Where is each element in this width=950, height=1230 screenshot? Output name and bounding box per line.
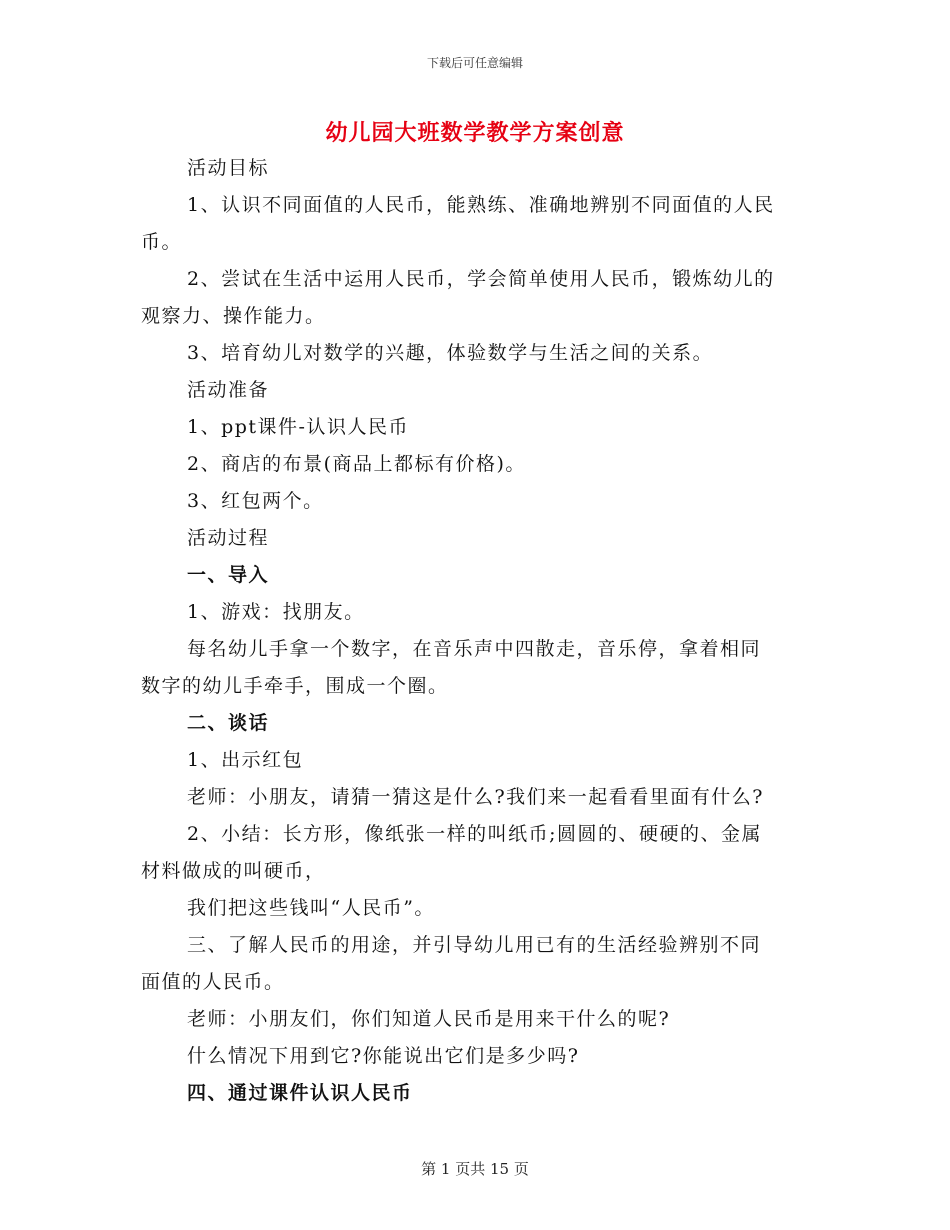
paragraph-line: 3、培育幼儿对数学的兴趣，体验数学与生活之间的关系。: [187, 342, 714, 364]
paragraph-line: 数字的幼儿手牵手，围成一个圈。: [141, 675, 449, 697]
paragraph-line: 老师：小朋友，请猜一猜这是什么?我们来一起看看里面有什么?: [187, 786, 764, 808]
paragraph-line: 三、了解人民币的用途，并引导幼儿用已有的生活经验辨别不同: [187, 934, 762, 956]
paragraph-line: 材料做成的叫硬币，: [141, 860, 326, 882]
header-note: 下载后可任意编辑: [426, 56, 523, 70]
paragraph-line: 活动准备: [187, 379, 270, 401]
paragraph-line: 2、小结：长方形，像纸张一样的叫纸币;圆圆的、硬硬的、金属: [187, 823, 762, 845]
paragraph-line: 1、出示红包: [187, 749, 304, 771]
paragraph-line: 我们把这些钱叫“人民币”。: [187, 897, 435, 919]
paragraph-line: 2、商店的布景(商品上都标有价格)。: [187, 453, 526, 475]
page-footer: 第 1 页共 15 页: [421, 1160, 529, 1178]
section-heading: 四、通过课件认识人民币: [187, 1082, 413, 1104]
paragraph-line: 什么情况下用到它?你能说出它们是多少吗?: [187, 1045, 580, 1067]
paragraph-line: 活动目标: [187, 157, 270, 179]
paragraph-line: 1、认识不同面值的人民币，能熟练、准确地辨别不同面值的人民: [187, 194, 775, 216]
section-heading: 一、导入: [187, 564, 270, 586]
paragraph-line: 面值的人民币。: [141, 971, 285, 993]
paragraph-line: 1、游戏：找朋友。: [187, 601, 365, 623]
paragraph-line: 币。: [141, 231, 183, 253]
paragraph-line: 1、ppt课件-认识人民币: [187, 416, 409, 438]
document-title: 幼儿园大班数学教学方案创意: [325, 121, 625, 146]
paragraph-line: 3、红包两个。: [187, 490, 324, 512]
paragraph-line: 每名幼儿手拿一个数字，在音乐声中四散走，音乐停，拿着相同: [187, 638, 762, 660]
paragraph-line: 2、尝试在生活中运用人民币，学会简单使用人民币，锻炼幼儿的: [187, 268, 775, 290]
paragraph-line: 老师：小朋友们，你们知道人民币是用来干什么的呢?: [187, 1008, 671, 1030]
paragraph-line: 观察力、操作能力。: [141, 305, 326, 327]
paragraph-line: 活动过程: [187, 527, 270, 549]
section-heading: 二、谈话: [187, 712, 270, 734]
document-body: [141, 150, 809, 1112]
